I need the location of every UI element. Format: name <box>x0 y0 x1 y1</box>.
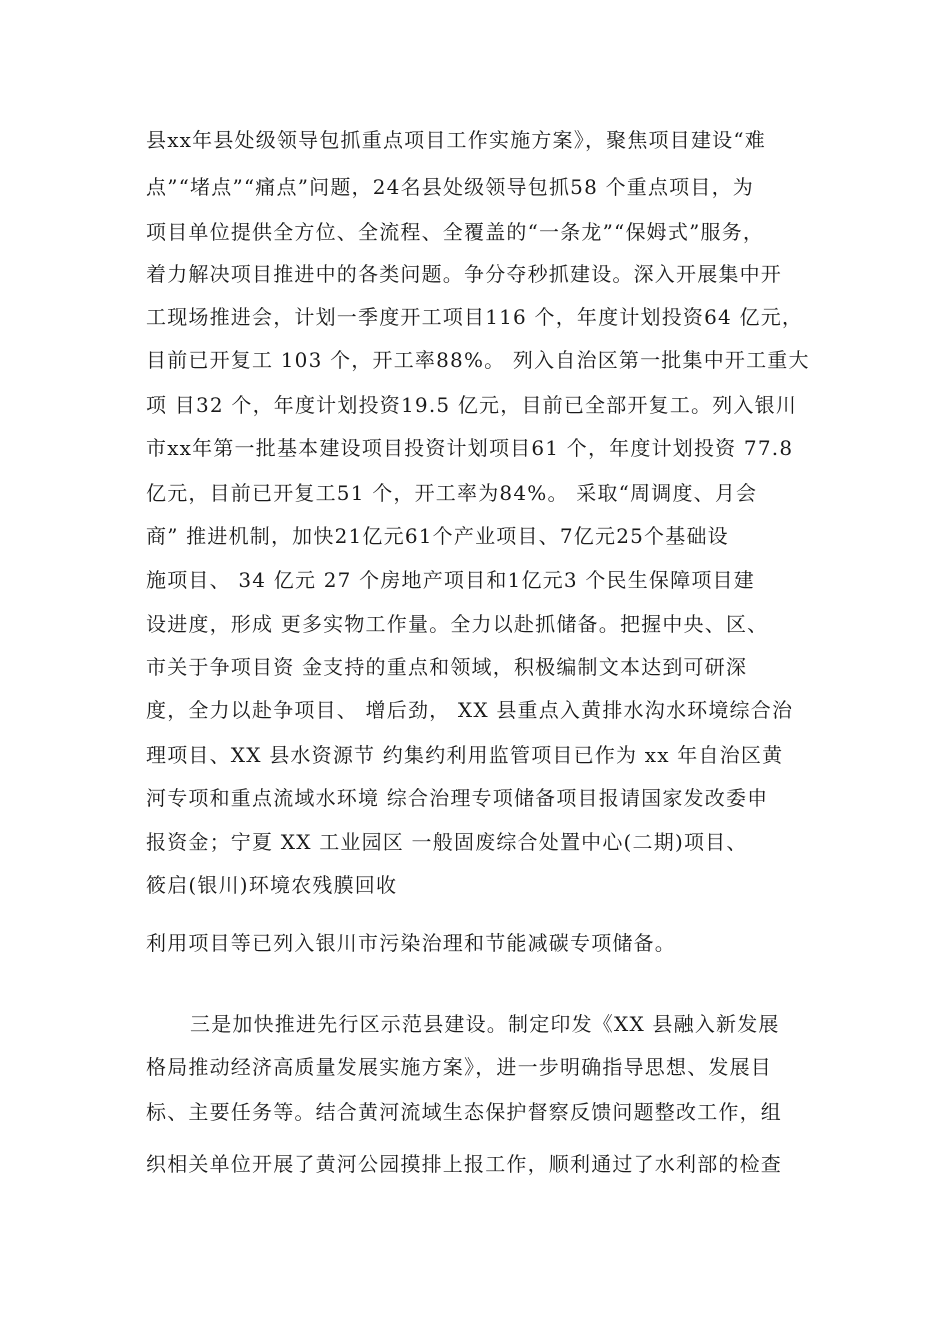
text-line: 着力解决项目推进中的各类问题。争分夺秒抓建设。深入开展集中开 <box>146 262 782 286</box>
text-line: 利用项目等已列入银川市污染治理和节能减碳专项储备。 <box>146 931 676 955</box>
text-line: 施项目、 34 亿元 27 个房地产项目和1亿元3 个民生保障项目建 <box>146 568 755 592</box>
text-line: 项 目32 个，年度计划投资19.5 亿元，目前已全部开复工。列入银川 <box>146 393 798 417</box>
text-line: 报资金；宁夏 XX 工业园区 一般固废综合处置中心(二期)项目、 <box>146 830 748 854</box>
text-line: 度，全力以赴争项目、 增后劲， XX 县重点入黄排水沟水环境综合治 <box>146 698 794 722</box>
text-line: 三是加快推进先行区示范县建设。制定印发《XX 县融入新发展 <box>190 1012 780 1036</box>
text-line: 织相关单位开展了黄河公园摸排上报工作，顺利通过了水利部的检查 <box>146 1152 782 1176</box>
text-line: 亿元，目前已开复工51 个，开工率为84%。 采取“周调度、月会 <box>146 481 758 505</box>
text-line: 理项目、XX 县水资源节 约集约利用监管项目已作为 xx 年自治区黄 <box>146 743 784 767</box>
text-line: 设进度，形成 更多实物工作量。全力以赴抓储备。把握中央、区、 <box>146 612 769 636</box>
text-line: 市关于争项目资 金支持的重点和领域，积极编制文本达到可研深 <box>146 655 748 679</box>
text-line: 点”“堵点”“痛点”问题，24名县处级领导包抓58 个重点项目，为 <box>146 175 754 199</box>
text-line: 筱启(银川)环境农残膜回收 <box>146 873 398 897</box>
text-line: 工现场推进会，计划一季度开工项目116 个，年度计划投资64 亿元， <box>146 305 804 329</box>
text-line: 格局推动经济高质量发展实施方案》，进一步明确指导思想、发展目 <box>146 1055 772 1079</box>
text-line: 目前已开复工 103 个，开工率88%。 列入自治区第一批集中开工重大 <box>146 348 810 372</box>
text-line: 河专项和重点流域水环境 综合治理专项储备项目报请国家发改委申 <box>146 786 769 810</box>
text-line: 县xx年县处级领导包抓重点项目工作实施方案》，聚焦项目建设“难 <box>146 128 766 152</box>
text-line: 商” 推进机制，加快21亿元61个产业项目、7亿元25个基础设 <box>146 524 729 548</box>
text-line: 市xx年第一批基本建设项目投资计划项目61 个，年度计划投资 77.8 <box>146 436 794 460</box>
text-line: 项目单位提供全方位、全流程、全覆盖的“一条龙”“保姆式”服务， <box>146 220 765 244</box>
text-line: 标、主要任务等。结合黄河流域生态保护督察反馈问题整改工作，组 <box>146 1100 782 1124</box>
